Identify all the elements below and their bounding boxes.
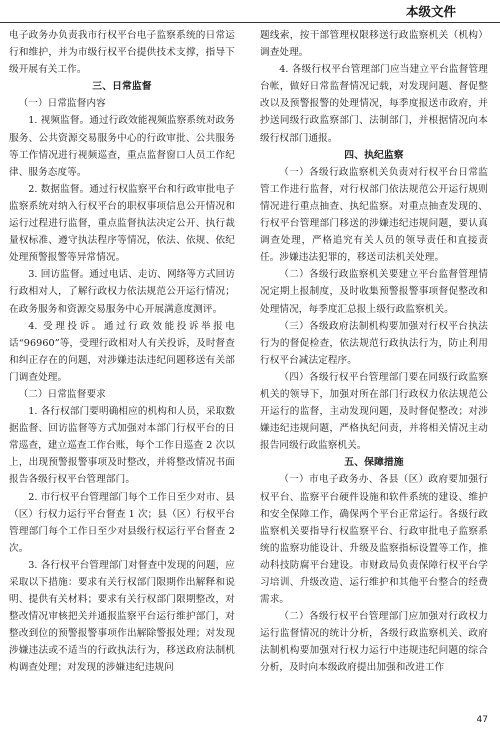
subsection-heading: （二）日常监督要求 (18, 388, 106, 400)
paragraph: 1. 各行权部门要明确相应的机构和人员，采取数据监督、回访监督等方式加强对本部门行权平台的日常巡查，建立巡查工作台账，每个工作日巡查 2 次以上，出现预警报警事项及时整改，并将整改情况书面报告各级行权平台管理部门。 (9, 406, 235, 486)
paragraph: 1. 视频监督。通过行政效能视频监察系统对政务服务、公共资源交易服务中心的行政审批、公共服务等工作情况进行视频巡查，重点监督窗口人员工作纪律、服务态度等。 (9, 115, 235, 178)
paragraph: 4. 受理投诉。通过行政效能投诉举报电话“96960”等，受理行政相对人有关投诉，及时督查和纠正存在的问题，对涉嫌违法违纪问题移送有关部门调查处理。 (9, 320, 235, 383)
section-title: 本级文件 (405, 4, 456, 19)
subsection-heading: （一）日常监督内容 (18, 98, 106, 110)
paragraph: 2. 数据监督。通过行权监察平台和行政审批电子监察系统对纳入行权平台的职权事项信息公开情况和运行过程进行监督，重点监督执法决定公开、执行裁量权标准、遵守执法程序等情况，依法、依规、依纪处理预警报警等异常情况。 (9, 183, 235, 264)
paragraph: （一）各级行政监察机关负责对行权平台日常监管工作进行监督，对行权部门依法规范公开运行规则情况进行重点抽查、执纪监察。对重点抽查发现的、行权平台管理部门移送的涉嫌违纪违规问题，要认真调查处理，严格追究有关人员的领导责任和直接责任。涉嫌违法犯罪的，移送司法机关处理。 (260, 166, 488, 264)
section-heading: 三、日常监督 (92, 81, 152, 93)
section-heading: 五、保障措施 (344, 457, 404, 469)
paragraph: 2. 市行权平台管理部门每个工作日至少对市、县（区）行权力运行平台督查 1 次；县（区）行权平台管理部门每个工作日至少对县级行权运行平台督查 2 次。 (9, 491, 235, 554)
paragraph: 4. 各级行权平台管理部门应当建立平台监督管理台帐，做好日常监督情况记载，对发现问题、督促整改以及预警报警的处理情况，每季度报送市政府，并抄送同级行政监察部门、法制部门，并根据情况向本级行权部门通报。 (260, 64, 488, 144)
paragraph: 电子政务办负责我市行权平台电子监察系统的日常运行和维护，并为市级行权平台提供技术支撑，指导下级开展有关工作。 (9, 30, 235, 76)
paragraph: （三）各级政府法制机构要加强对行权平台执法行为的督促检查，依法规范行政执法行为，防止利用行权平台减法定程序。 (260, 320, 488, 366)
section-heading: 四、执纪监察 (344, 149, 404, 161)
paragraph: （二）各级行权平台管理部门应加强对行政权力运行监督情况的统计分析，各级行政监察机关、政府法制机构要加强对行权力运行中违规违纪问题的综合分析，及时向本级政府提出加强和改进工作 (260, 611, 488, 674)
page-number: 47 (476, 715, 488, 725)
right-column (260, 27, 488, 677)
paragraph: 3. 回访监督。通过电话、走访、网络等方式回访行政相对人，了解行政权力依法规范公开运行情况；在政务服务和资源交易服务中心开展满意度测评。 (9, 269, 235, 315)
paragraph: （一）市电子政务办、各县（区）政府要加强行权平台、监察平台硬件设施和软件系统的建设、维护和安全保障工作，确保两个平台正常运行。各级行政监察机关要指导行权监察平台、行政审批电子监察系统的监察功能设计、升级及监察指标设置等工作，推动科技防腐平台建设。市财政局负责保障行权平台学习培训、升级改造、运行维护和其他平台整合的经费需求。 (260, 474, 488, 606)
paragraph: 3. 各行权平台管理部门对督查中发现的问题，应采取以下措施：要求有关行权部门限期作出解释和说明、提供有关材料；要求有关行权部门限期整改，对整改情况审核把关并通报监察平台运行维护部门，对整改到位的预警报警事项作出解除警报处理；对发现涉嫌违法或不适当的行政执法行为，移送政府法制机构调查处理；对发现的涉嫌违纪违规问 (9, 559, 235, 674)
left-column (9, 27, 235, 677)
header-bar (0, 0, 500, 23)
paragraph: （四）各级行权平台管理部门要在同级行政监察机关的领导下，加强对所在部门行政权力依法规范公开运行的监督，主动发现问题，及时督促整改；对涉嫌违纪违规问题，严格执纪问责，并将相关情况主动报告同级行政监察机关。 (260, 371, 488, 452)
paragraph: （二）各级行政监察机关要建立平台监督管理情况定期上报制度，及时收集预警报警事项督促整改和处理情况，每季度汇总报上级行政监察机关。 (260, 269, 488, 315)
paragraph: 题线索，按干部管理权限移送行政监察机关（机构）调查处理。 (260, 30, 488, 59)
